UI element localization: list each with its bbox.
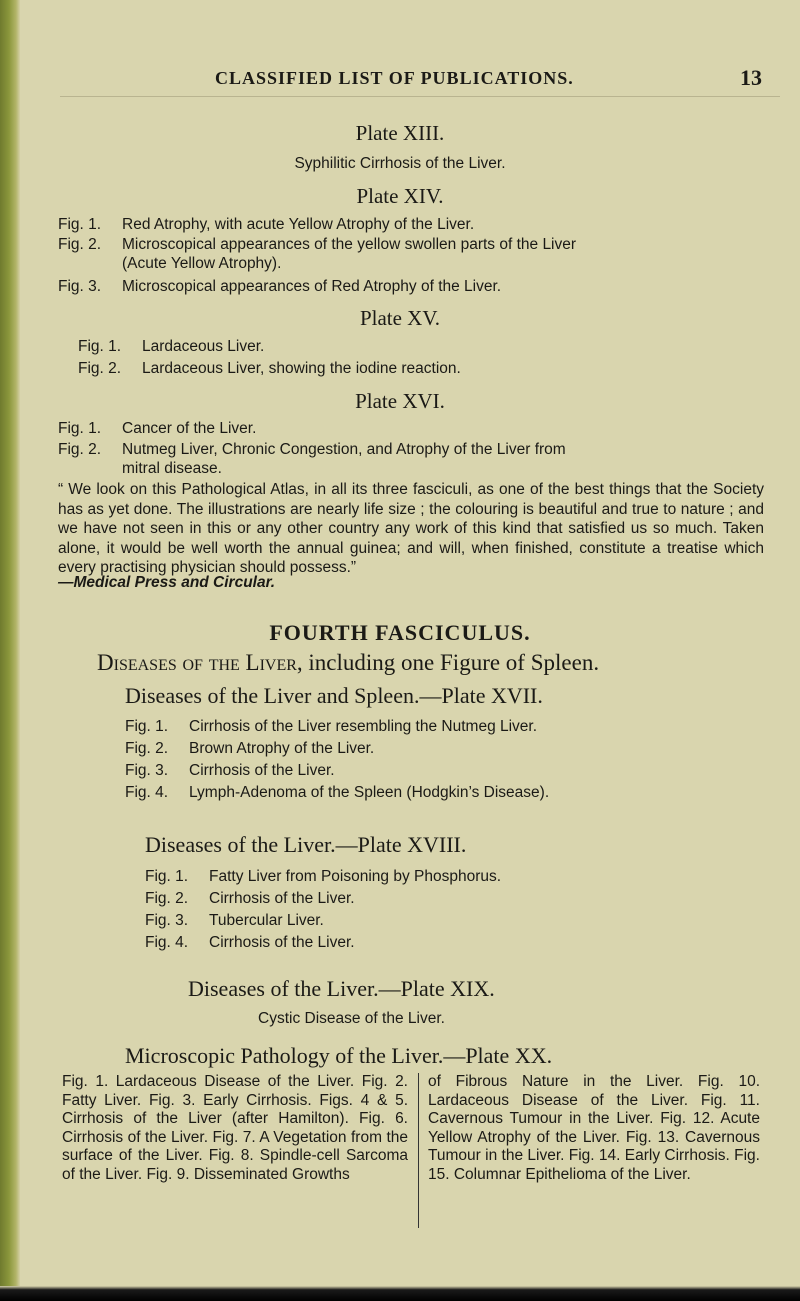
fig-caption: Red Atrophy, with acute Yellow Atrophy of the Liver. [122, 216, 475, 233]
plate-18-fig-2 [145, 890, 355, 908]
fig-number: Fig. 2. [58, 236, 102, 253]
fig-number: Fig. 3. [125, 762, 169, 779]
plate-16-fig-2 [58, 441, 566, 459]
fig-number: Fig. 2. [145, 890, 189, 907]
fig-number: Fig. 1. [58, 420, 102, 437]
fig-number: Fig. 4. [145, 934, 189, 951]
fig-caption: Tubercular Liver. [209, 912, 324, 929]
plate-17-fig-1 [125, 718, 537, 736]
fourth-fasciculus-subtitle [97, 650, 797, 676]
fig-number: Fig. 3. [145, 912, 189, 929]
fig-caption: Brown Atrophy of the Liver. [189, 740, 375, 757]
plate-18-fig-1 [145, 868, 501, 886]
fig-caption: Microscopical appearances of Red Atrophy of the Liver. [122, 278, 502, 295]
header-title: CLASSIFIED LIST OF PUBLICATIONS. [215, 68, 574, 88]
fig-caption: Microscopical appearances of the yellow swollen parts of the Liver [122, 236, 577, 253]
plate-20-title: Microscopic Pathology of the Liver.—Plate XX. [125, 1043, 553, 1068]
plate-18-fig-4 [145, 934, 355, 952]
plate-15-fig-1 [78, 338, 264, 356]
plate-16-title: Plate XVI. [355, 389, 445, 413]
plate-17-fig-4 [125, 784, 549, 802]
plate-20-left-column: Fig. 1. Lardaceous Disease of the Liver. Fig. 2. Fatty Liver. Fig. 3. Early Cirrhosis. Figs. 4 & 5. Cirrhosis of the Liver (after Hamilton). Fig. 6. Cirrhosis of the Liver. Fig. 7. A Vegetation from the surface of the Liver. Fig. 8. Spindle-cell Sarcoma of the Liver. Fig. 9. Disseminated Growths [62, 1073, 408, 1183]
fig-number: Fig. 1. [145, 868, 189, 885]
plate-15-title: Plate XV. [359, 306, 441, 330]
plate-14-title: Plate XIV. [356, 184, 444, 208]
review-source: —Medical Press and Circular. [58, 574, 276, 591]
fig-caption: Lardaceous Liver. [142, 338, 265, 355]
plate-19-subtitle: Cystic Disease of the Liver. [258, 1010, 445, 1027]
running-header [0, 65, 800, 92]
plate-17-fig-3 [125, 762, 335, 780]
review-quote: “ We look on this Pathological Atlas, in all its three fasciculi, as one of the best things that the Society has as yet done. The illustrations are nearly life size ; the colouring is beautiful and true to nature ; and we have not seen in this or any other country any work of this kind that satisfied us so much. Taken alone, it would be well worth the annual guinea; and will, when finished, constitute a treatise which every practising physician should possess.” [58, 481, 764, 576]
plate-14-fig-2 [58, 236, 576, 254]
fig-number: Fig. 2. [78, 360, 122, 377]
bottom-edge-shadow [0, 1286, 800, 1301]
fig-caption: Cancer of the Liver. [122, 420, 257, 437]
plate-13-subtitle: Syphilitic Cirrhosis of the Liver. [294, 155, 506, 172]
fig-caption: Fatty Liver from Poisoning by Phosphorus. [209, 868, 502, 885]
fig-caption: Cirrhosis of the Liver resembling the Nutmeg Liver. [189, 718, 538, 735]
subtitle-rest: including one Figure of Spleen. [302, 650, 600, 675]
fig-caption: Cirrhosis of the Liver. [209, 890, 355, 907]
plate-14-fig-3 [58, 278, 501, 296]
header-rule [60, 96, 780, 97]
fig-number: Fig. 4. [125, 784, 169, 801]
fig-number: Fig. 1. [58, 216, 102, 233]
column-divider [418, 1073, 419, 1228]
fig-number: Fig. 3. [58, 278, 102, 295]
plate-17-fig-2 [125, 740, 374, 758]
plate-18-fig-3 [145, 912, 324, 930]
fig-caption: Cirrhosis of the Liver. [209, 934, 355, 951]
plate-17-title: Diseases of the Liver and Spleen.—Plate XVII. [125, 683, 543, 708]
fig-number: Fig. 2. [125, 740, 169, 757]
page-number: 13 [740, 65, 762, 90]
fig-caption: Lymph-Adenoma of the Spleen (Hodgkin’s Disease). [189, 784, 550, 801]
fourth-fasciculus-title: FOURTH FASCICULUS. [269, 620, 531, 645]
plate-16-fig-2-continuation: mitral disease. [122, 460, 222, 477]
plate-13-title: Plate XIII. [355, 121, 445, 145]
fig-caption: Nutmeg Liver, Chronic Congestion, and Atrophy of the Liver from [122, 441, 566, 458]
plate-14-fig-2-continuation: (Acute Yellow Atrophy). [122, 255, 282, 272]
fig-caption: Lardaceous Liver, showing the iodine reaction. [142, 360, 461, 377]
fig-number: Fig. 2. [58, 441, 102, 458]
plate-14-fig-1 [58, 216, 474, 234]
plate-15-fig-2 [78, 360, 461, 378]
plate-18-title: Diseases of the Liver.—Plate XVIII. [145, 832, 467, 857]
fig-caption: Cirrhosis of the Liver. [189, 762, 335, 779]
subtitle-small-caps: Diseases of the Liver, [97, 650, 303, 675]
plate-20-right-column: of Fibrous Nature in the Liver. Fig. 10. Lardaceous Disease of the Liver. Fig. 11. Cavernous Tumour in the Liver. Fig. 12. Acute Yellow Atrophy of the Liver. Fig. 13. Cavernous Tumour in the Liver. Fig. 14. Early Cirrhosis. Fig. 15. Columnar Epithelioma of the Liver. [428, 1073, 760, 1183]
plate-19-title: Diseases of the Liver.—Plate XIX. [188, 976, 495, 1001]
plate-16-fig-1 [58, 420, 256, 438]
fig-number: Fig. 1. [78, 338, 122, 355]
fig-number: Fig. 1. [125, 718, 169, 735]
